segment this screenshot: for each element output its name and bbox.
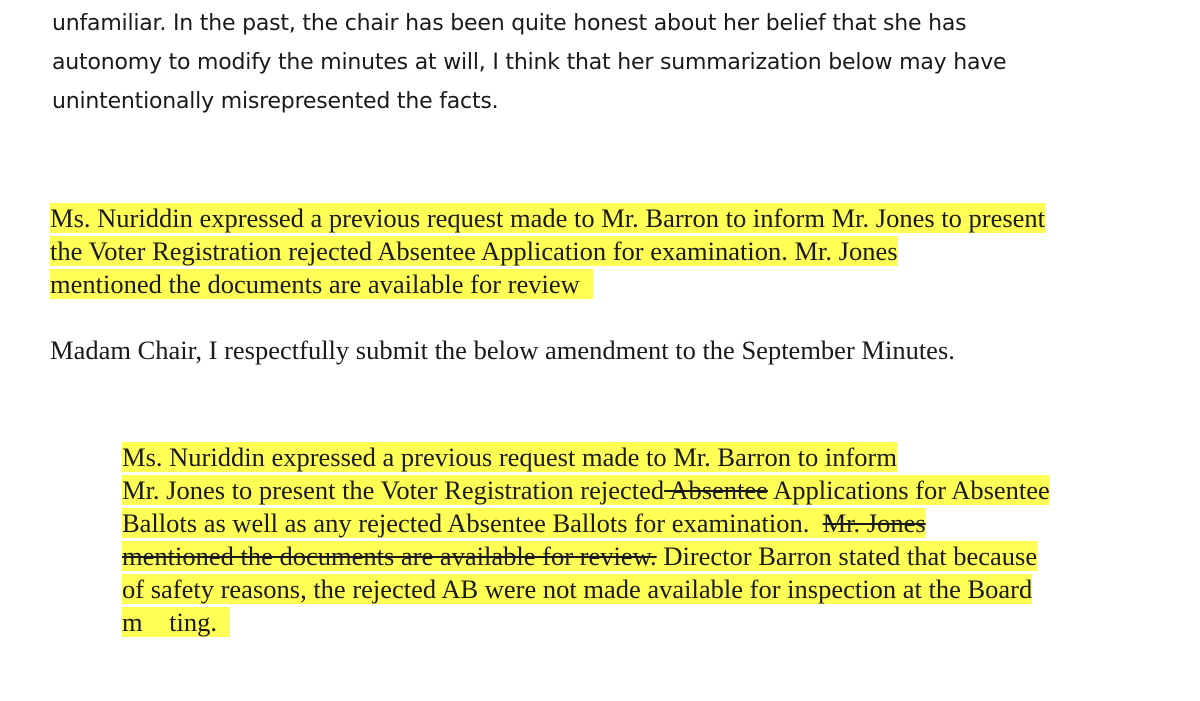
intro-paragraph: [52, 4, 1192, 121]
amendment-line-4-end: Director Barron stated that because: [656, 541, 1038, 571]
amendment-line-1: Ms. Nuriddin expressed a previous request made to Mr. Barron to inform: [122, 442, 897, 472]
amendment-line-5: of safety reasons, the rejected AB were not made available for inspection at the Board: [122, 574, 1033, 604]
original-minutes-excerpt: [50, 202, 1200, 301]
excerpt-line-3: mentioned the documents are available for review: [50, 269, 594, 299]
submission-text: Madam Chair, I respectfully submit the below amendment to the September Minutes.: [50, 335, 955, 365]
amendment-line-2-end: Applications for Absentee: [767, 475, 1050, 505]
amendment-block: [122, 441, 1192, 639]
amendment-line-3-start: Ballots as well as any rejected Absentee Ballots for examination.: [122, 508, 823, 538]
excerpt-line-2: the Voter Registration rejected Absentee Application for examination. Mr. Jones: [50, 236, 898, 266]
struck-text-absentee: Absentee: [664, 475, 768, 505]
amendment-line-2-start: Mr. Jones to present the Voter Registration rejected: [122, 475, 665, 505]
intro-line-3: unintentionally misrepresented the facts.: [52, 89, 499, 114]
excerpt-line-1: Ms. Nuriddin expressed a previous request made to Mr. Barron to inform Mr. Jones to present: [50, 203, 1046, 233]
amendment-line-6: m ting.: [122, 607, 231, 637]
struck-text-mr-jones: Mr. Jones: [822, 508, 926, 538]
submission-paragraph: [50, 334, 1200, 367]
intro-line-1: unfamiliar. In the past, the chair has been quite honest about her belief that she has: [52, 11, 967, 36]
intro-line-2: autonomy to modify the minutes at will, I think that her summarization below may have: [52, 50, 1007, 75]
struck-text-documents-available: mentioned the documents are available for review.: [122, 541, 657, 571]
